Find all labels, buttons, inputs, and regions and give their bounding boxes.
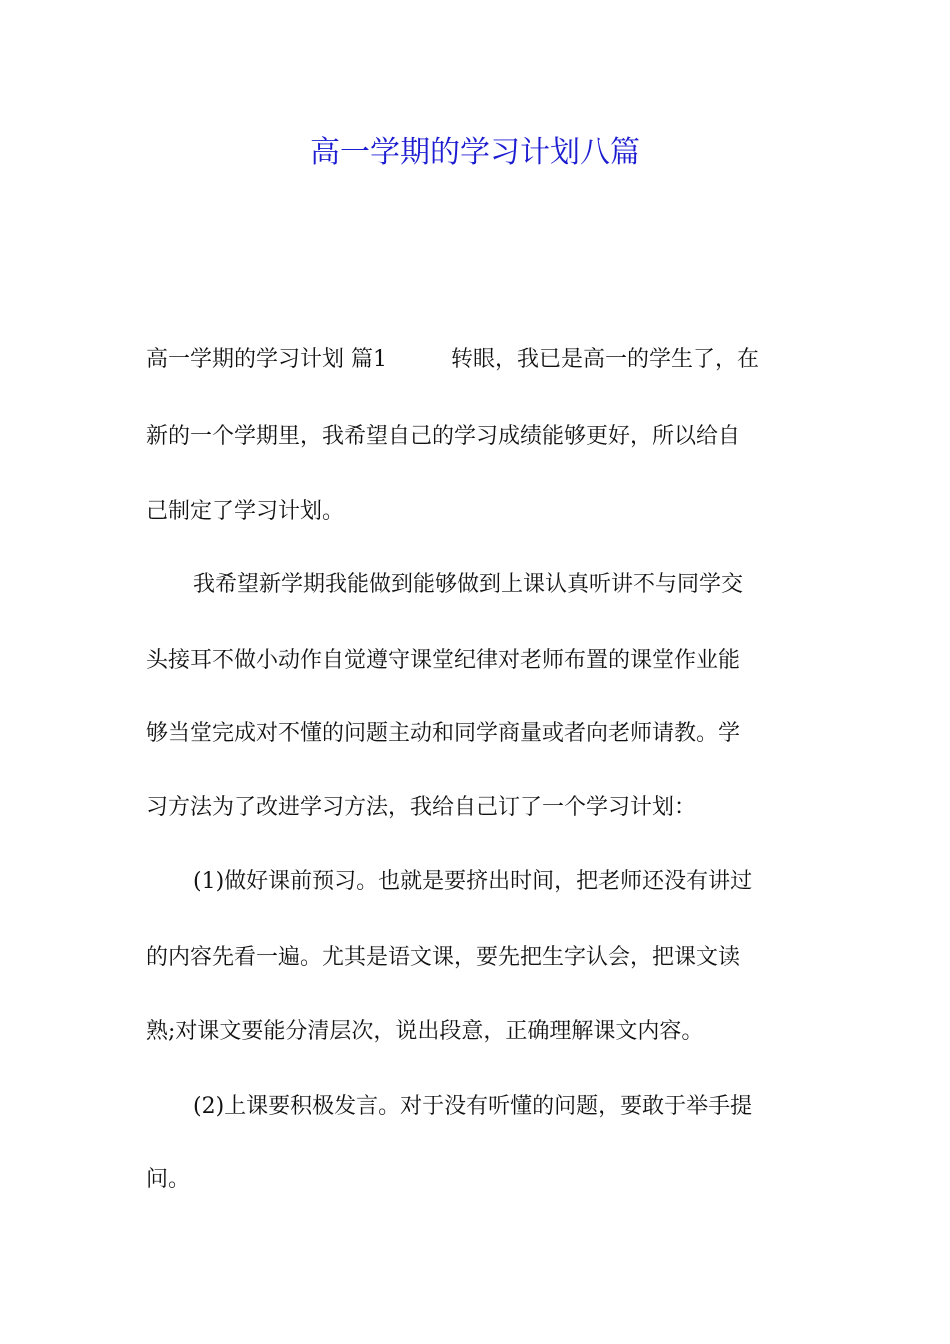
body-line-1 bbox=[146, 340, 816, 380]
body-line-5: 头接耳不做小动作自觉遵守课堂纪律对老师布置的课堂作业能 bbox=[146, 648, 741, 673]
section-heading: 高一学期的学习计划 篇1 bbox=[146, 347, 387, 372]
body-line-12: 问。 bbox=[146, 1167, 191, 1192]
body-line-4: 我希望新学期我能做到能够做到上课认真听讲不与同学交 bbox=[193, 572, 744, 597]
body-line-9: 的内容先看一遍。尤其是语文课，要先把生字认会，把课文读 bbox=[146, 945, 741, 970]
body-line-11: (2)上课要积极发言。对于没有听懂的问题，要敢于举手提 bbox=[193, 1094, 753, 1119]
body-line-2: 新的一个学期里，我希望自己的学习成绩能够更好，所以给自 bbox=[146, 424, 741, 449]
body-line-3: 己制定了学习计划。 bbox=[146, 499, 345, 524]
body-line-10: 熟;对课文要能分清层次，说出段意，正确理解课文内容。 bbox=[146, 1019, 704, 1044]
body-line-8: (1)做好课前预习。也就是要挤出时间，把老师还没有讲过 bbox=[193, 869, 753, 894]
body-text: 转眼，我已是高一的学生了，在 bbox=[451, 347, 760, 372]
body-line-7: 习方法为了改进学习方法，我给自己订了一个学习计划： bbox=[146, 795, 697, 820]
document-title: 高一学期的学习计划八篇 bbox=[310, 135, 640, 170]
body-line-6: 够当堂完成对不懂的问题主动和同学商量或者向老师请教。学 bbox=[146, 721, 741, 746]
